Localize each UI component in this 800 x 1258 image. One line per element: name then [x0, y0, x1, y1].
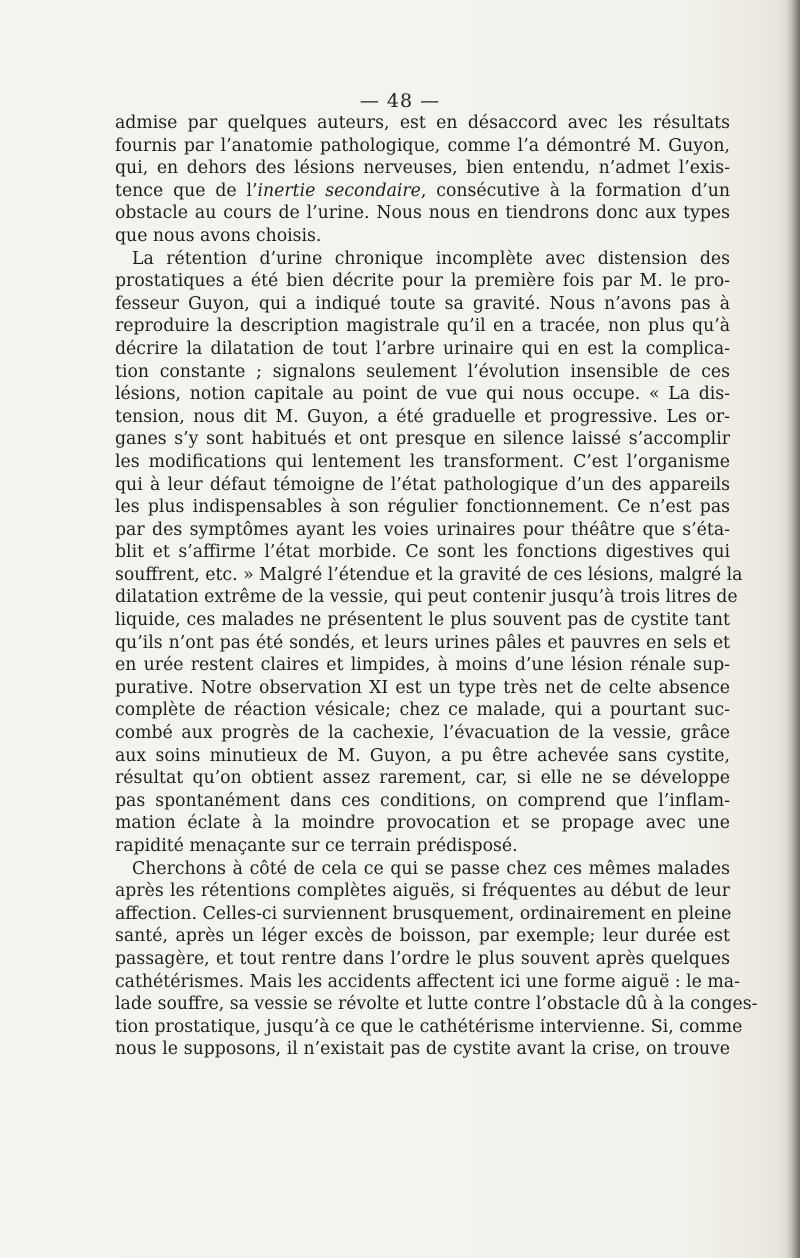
text-line: les plus indispensables à son régulier fonctionnement. Ce n’est pas	[115, 497, 730, 518]
text-line: purative. Notre observation XI est un type très net de celte absence	[115, 677, 730, 698]
text-line: nous le supposons, il n’existait pas de cystite avant la crise, on trouve	[115, 1039, 730, 1060]
text-line: lésions, notion capitale au point de vue qui nous occupe. « La dis-	[115, 384, 730, 405]
text-line: tion prostatique, jusqu’à ce que le cathétérisme intervienne. Si, comme	[115, 1016, 743, 1037]
text-line: liquide, ces malades ne présentent le plus souvent pas de cystite tant	[115, 610, 730, 631]
text-line: fesseur Guyon, qui a indiqué toute sa gravité. Nous n’avons pas à	[115, 293, 730, 314]
text-line: que nous avons choisis.	[115, 225, 322, 246]
text-line: obstacle au cours de l’urine. Nous nous en tiendrons donc aux types	[115, 203, 730, 224]
text-line: rapidité menaçante sur ce terrain prédisposé.	[115, 836, 518, 856]
text-line: dilatation extrême de la vessie, qui peut contenir jusqu’à trois litres de	[115, 587, 738, 608]
text-line: en urée restent claires et limpides, à moins d’une lésion rénale sup-	[115, 655, 730, 676]
text-line: affection. Celles-ci surviennent brusquement, ordinairement en pleine	[115, 903, 732, 924]
page-number: — 48 —	[359, 90, 441, 112]
text-line: souffrent, etc. » Malgré l’étendue et la gravité de ces lésions, malgré la	[115, 564, 743, 585]
body-text	[115, 112, 758, 1061]
text-line: passagère, et tout rentre dans l’ordre le plus souvent après quelques	[115, 948, 730, 969]
text-line: cathétérismes. Mais les accidents affectent ici une forme aiguë : le ma-	[115, 971, 740, 992]
text-line: complète de réaction vésicale; chez ce malade, qui a pourtant suc-	[115, 700, 730, 721]
text-line: résultat qu’on obtient assez rarement, car, si elle ne se développe	[115, 768, 730, 789]
text-line: les modifications qui lentement les transforment. C’est l’organisme	[115, 451, 730, 472]
text-line: La rétention d’urine chronique incomplète avec distension des	[132, 248, 730, 269]
text-line: qu’ils n’ont pas été sondés, et leurs urines pâles et pauvres en sels et	[115, 632, 730, 653]
text-line: Cherchons à côté de cela ce qui se passe chez ces mêmes malades	[132, 858, 730, 879]
text-line: combé aux progrès de la cachexie, l’évacuation de la vessie, grâce	[115, 723, 730, 744]
text-line: tion constante ; signalons seulement l’évolution insensible de ces	[115, 361, 730, 382]
text-line: qui, en dehors des lésions nerveuses, bien entendu, n’admet l’exis-	[115, 158, 730, 179]
text-line: qui à leur défaut témoigne de l’état pathologique d’un des appareils	[115, 474, 730, 495]
text-line: fournis par l’anatomie pathologique, comme l’a démontré M. Guyon,	[115, 135, 730, 156]
text-line: pas spontanément dans ces conditions, on comprend que l’inflam-	[115, 790, 730, 811]
text-line: blit et s’affirme l’état morbide. Ce sont les fonctions digestives qui	[115, 542, 730, 563]
text-line: lade souffre, sa vessie se révolte et lutte contre l’obstacle dû à la conges-	[115, 994, 758, 1015]
text-line: prostatiques a été bien décrite pour la première fois par M. le pro-	[115, 271, 730, 292]
text-line: admise par quelques auteurs, est en désaccord avec les résultats	[115, 113, 730, 133]
text-line: par des symptômes ayant les voies urinaires pour théâtre que s’éta-	[115, 519, 730, 540]
text-line: ganes s’y sont habitués et ont presque en silence laissé s’accomplir	[115, 429, 730, 450]
text-line: aux soins minutieux de M. Guyon, a pu être achevée sans cystite,	[115, 745, 730, 766]
text-line: tension, nous dit M. Guyon, a été graduelle et progressive. Les or-	[115, 406, 730, 427]
text-line: tence que de l’inertie secondaire, consécutive à la formation d’un	[115, 180, 730, 201]
text-line: reproduire la description magistrale qu’il en a tracée, non plus qu’à	[115, 316, 730, 337]
page-edge-shadow	[786, 0, 800, 1258]
text-line: santé, après un léger excès de boisson, par exemple; leur durée est	[115, 926, 730, 947]
text-line: décrire la dilatation de tout l’arbre urinaire qui en est la complica-	[115, 338, 730, 359]
text-line: mation éclate à la moindre provocation et se propage avec une	[115, 813, 730, 834]
text-line: après les rétentions complètes aiguës, si fréquentes au début de leur	[115, 881, 730, 902]
italic-phrase: inertie secondaire	[257, 180, 421, 201]
